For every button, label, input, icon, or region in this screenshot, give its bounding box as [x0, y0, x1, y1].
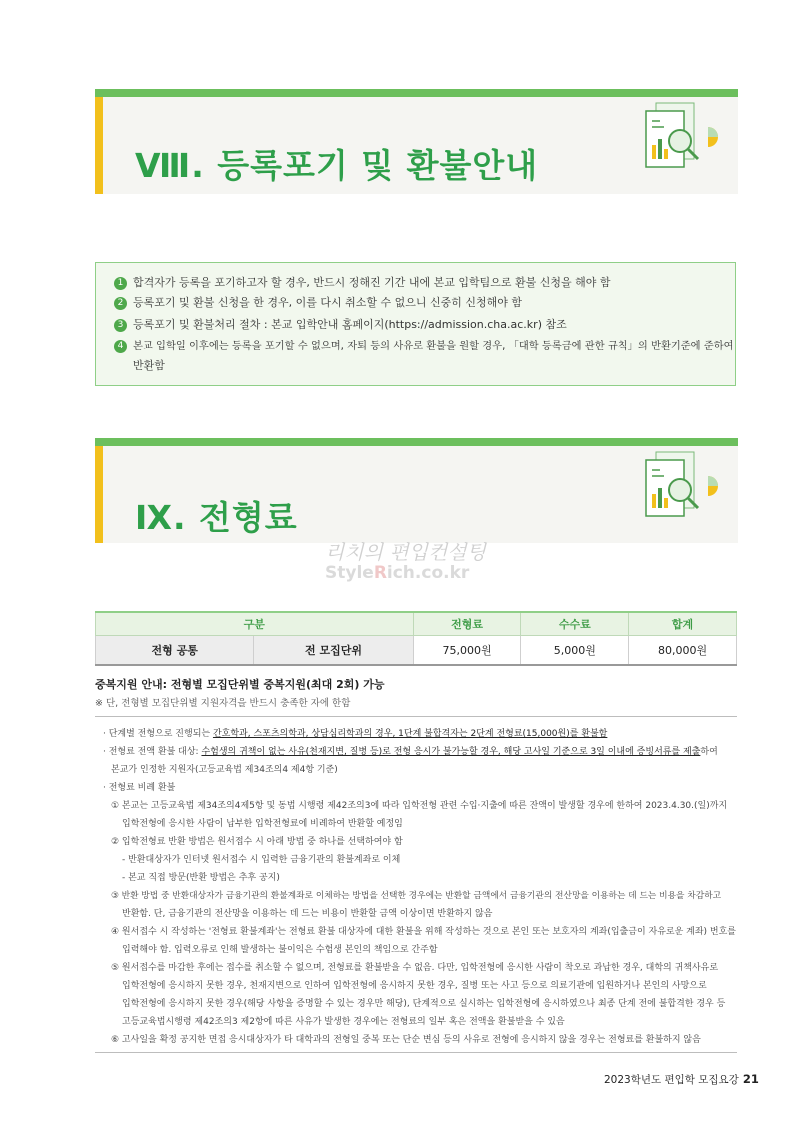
- footer-text: 2023학년도 편입학 모집요강: [604, 1074, 739, 1086]
- number-badge: 4: [114, 340, 127, 353]
- cell-commission: 5,000원: [521, 636, 629, 666]
- number-badge: 3: [114, 319, 127, 332]
- detail-line: 입력해야 함. 입력오류로 인해 발생하는 불이익은 수험생 본인의 책임으로 간주함: [122, 945, 438, 955]
- cell-unit: 전 모집단위: [254, 636, 413, 666]
- detail-underlined: 간호학과, 스포츠의학과, 상담심리학과의 경우, 1단계 불합격자는 2단계 전형료(15,000원)를 환불함: [212, 729, 608, 739]
- table-header-row: [96, 612, 737, 636]
- detail-line: ④ 원서접수 시 작성하는 '전형료 환불계좌'는 전형료 환불 대상자에 대한 환불을 위해 작성하는 것으로 본인 또는 보호자의 계좌(입출금이 자유로운 계좌) 번호를: [111, 927, 736, 937]
- detail-line: [103, 745, 718, 759]
- detail-line: - 반환대상자가 인터넷 원서접수 시 입력한 금융기관의 환불계좌로 이체: [122, 855, 401, 865]
- notice-item-1: [114, 273, 611, 292]
- watermark-part: ich.co.kr: [386, 563, 470, 583]
- section-8-top-bar: [95, 89, 738, 97]
- divider-top: [95, 716, 737, 717]
- section-9-top-bar: [95, 438, 738, 446]
- table-row: [96, 636, 737, 666]
- notice-text: 등록포기 및 환불처리 절차 : 본교 입학안내 홈페이지(https://admission.cha.ac.kr) 참조: [133, 318, 567, 331]
- detail-line: - 본교 직접 방문(반환 방법은 추후 공지): [122, 873, 280, 883]
- watermark-part: R: [373, 563, 387, 583]
- section-9-side-bar: [95, 446, 103, 543]
- detail-line: ⑤ 원서접수를 마감한 후에는 접수를 취소할 수 없으며, 전형료를 환불받을 수 없음. 다만, 입학전형에 응시한 사람이 착오로 과납한 경우, 대학의 귀책사유로: [111, 963, 719, 973]
- detail-line: ① 본교는 고등교육법 제34조의4제5항 및 동법 시행령 제42조의3에 따라 입학전형 관련 수입·지출에 따른 잔액이 발생할 경우에 한하여 2023.4.30.(일)까지: [111, 801, 728, 811]
- section-8-side-bar: [95, 97, 103, 194]
- duplicate-application-note: ※ 단, 전형별 모집단위별 지원자격을 반드시 충족한 자에 한함: [95, 698, 351, 709]
- detail-line: 고등교육법시행령 제42조의3 제2항에 따른 사유가 발생한 경우에는 전형료의 일부 혹은 전액을 환불받을 수 있음: [122, 1017, 565, 1027]
- detail-line: 입학전형에 응시하지 못한 경우(해당 사항을 증명할 수 있는 경우만 해당), 단계적으로 실시하는 입학전형에 응시하였으나 최종 단계 전에 불합격한 경우 등: [122, 999, 726, 1009]
- number-badge: 2: [114, 297, 127, 310]
- report-magnifier-illustration-icon: [638, 97, 728, 177]
- detail-line: · 전형료 비례 환불: [103, 783, 176, 793]
- detail-underlined: 수험생의 귀책이 없는 사유(천재지변, 질병 등)로 전형 응시가 불가능할 경우, 해당 고사일 기준으로 3일 이내에 증빙서류를 제출: [201, 747, 701, 757]
- duplicate-application-title: 중복지원 안내: 전형별 모집단위별 중복지원(최대 2회) 가능: [95, 678, 385, 691]
- header-fee: 전형료: [413, 612, 521, 636]
- fee-table: [95, 611, 737, 666]
- notice-text: 등록포기 및 환불 신청을 한 경우, 이를 다시 취소할 수 없으니 신중히 신청해야 함: [133, 296, 522, 309]
- detail-line: 입학전형에 응시한 사람이 납부한 입학전형료에 비례하여 반환할 예정임: [122, 819, 403, 829]
- refund-notice-box: [95, 262, 736, 386]
- notice-text: 합격자가 등록을 포기하고자 할 경우, 반드시 정해진 기간 내에 본교 입학팀으로 환불 신청을 해야 함: [133, 276, 611, 289]
- notice-text: 본교 입학일 이후에는 등록을 포기할 수 없으며, 자퇴 등의 사유로 환불을 원할 경우, 「대학 등록금에 관한 규칙」의 반환기준에 준하여: [133, 340, 734, 352]
- page-footer: [604, 1072, 759, 1087]
- section-9-title: Ⅸ. 전형료: [135, 498, 298, 537]
- notice-item-3: [114, 315, 567, 334]
- divider-bottom: [95, 1052, 737, 1053]
- section-8-title: Ⅷ. 등록포기 및 환불안내: [135, 146, 539, 185]
- detail-line: 반환함. 단, 금융기관의 전산망을 이용하는 데 드는 비용이 반환할 금액 이상이면 반환하지 않음: [122, 909, 493, 919]
- notice-item-4-continued: 반환함: [133, 359, 165, 372]
- number-badge: 1: [114, 277, 127, 290]
- header-commission: 수수료: [521, 612, 629, 636]
- detail-line: [103, 727, 607, 741]
- detail-text: · 단계별 전형으로 진행되는: [103, 729, 213, 739]
- cell-fee: 75,000원: [413, 636, 521, 666]
- detail-line: 입학전형에 응시하지 못한 경우, 천재지변으로 인하여 입학전형에 응시하지 못한 경우, 질병 또는 사고 등으로 의료기관에 입원하거나 본인의 사망으로: [122, 981, 707, 991]
- notice-item-2: [114, 293, 522, 312]
- page-number: 21: [742, 1072, 759, 1086]
- watermark-part: Style: [325, 563, 374, 583]
- cell-type: 전형 공통: [96, 636, 254, 666]
- header-category: 구분: [96, 612, 414, 636]
- detail-line: ③ 반환 방법 중 반환대상자가 금융기관의 환불계좌로 이체하는 방법을 선택한 경우에는 반환할 금액에서 금융기관의 전산망을 이용하는 데 드는 비용을 차감하고: [111, 891, 722, 901]
- watermark-line-2: [325, 563, 469, 583]
- notice-item-4: [114, 337, 734, 356]
- header-total: 합계: [629, 612, 737, 636]
- detail-text: 하여: [700, 747, 718, 757]
- detail-line: ② 입학전형료 반환 방법은 원서접수 시 아래 방법 중 하나를 선택하여야 함: [111, 837, 403, 847]
- watermark-line-1: 리치의 편입컨설팅: [325, 540, 486, 564]
- cell-total: 80,000원: [629, 636, 737, 666]
- detail-text: · 전형료 전액 환불 대상:: [103, 747, 202, 757]
- detail-line: ⑥ 고사일을 확정 공지한 면접 응시대상자가 타 대학과의 전형일 중복 또는 단순 변심 등의 사유로 전형에 응시하지 않을 경우는 전형료를 환불하지 않음: [111, 1035, 701, 1045]
- detail-line: 본교가 인정한 지원자(고등교육법 제34조의4 제4항 기준): [111, 765, 338, 775]
- report-magnifier-illustration-icon: [638, 446, 728, 526]
